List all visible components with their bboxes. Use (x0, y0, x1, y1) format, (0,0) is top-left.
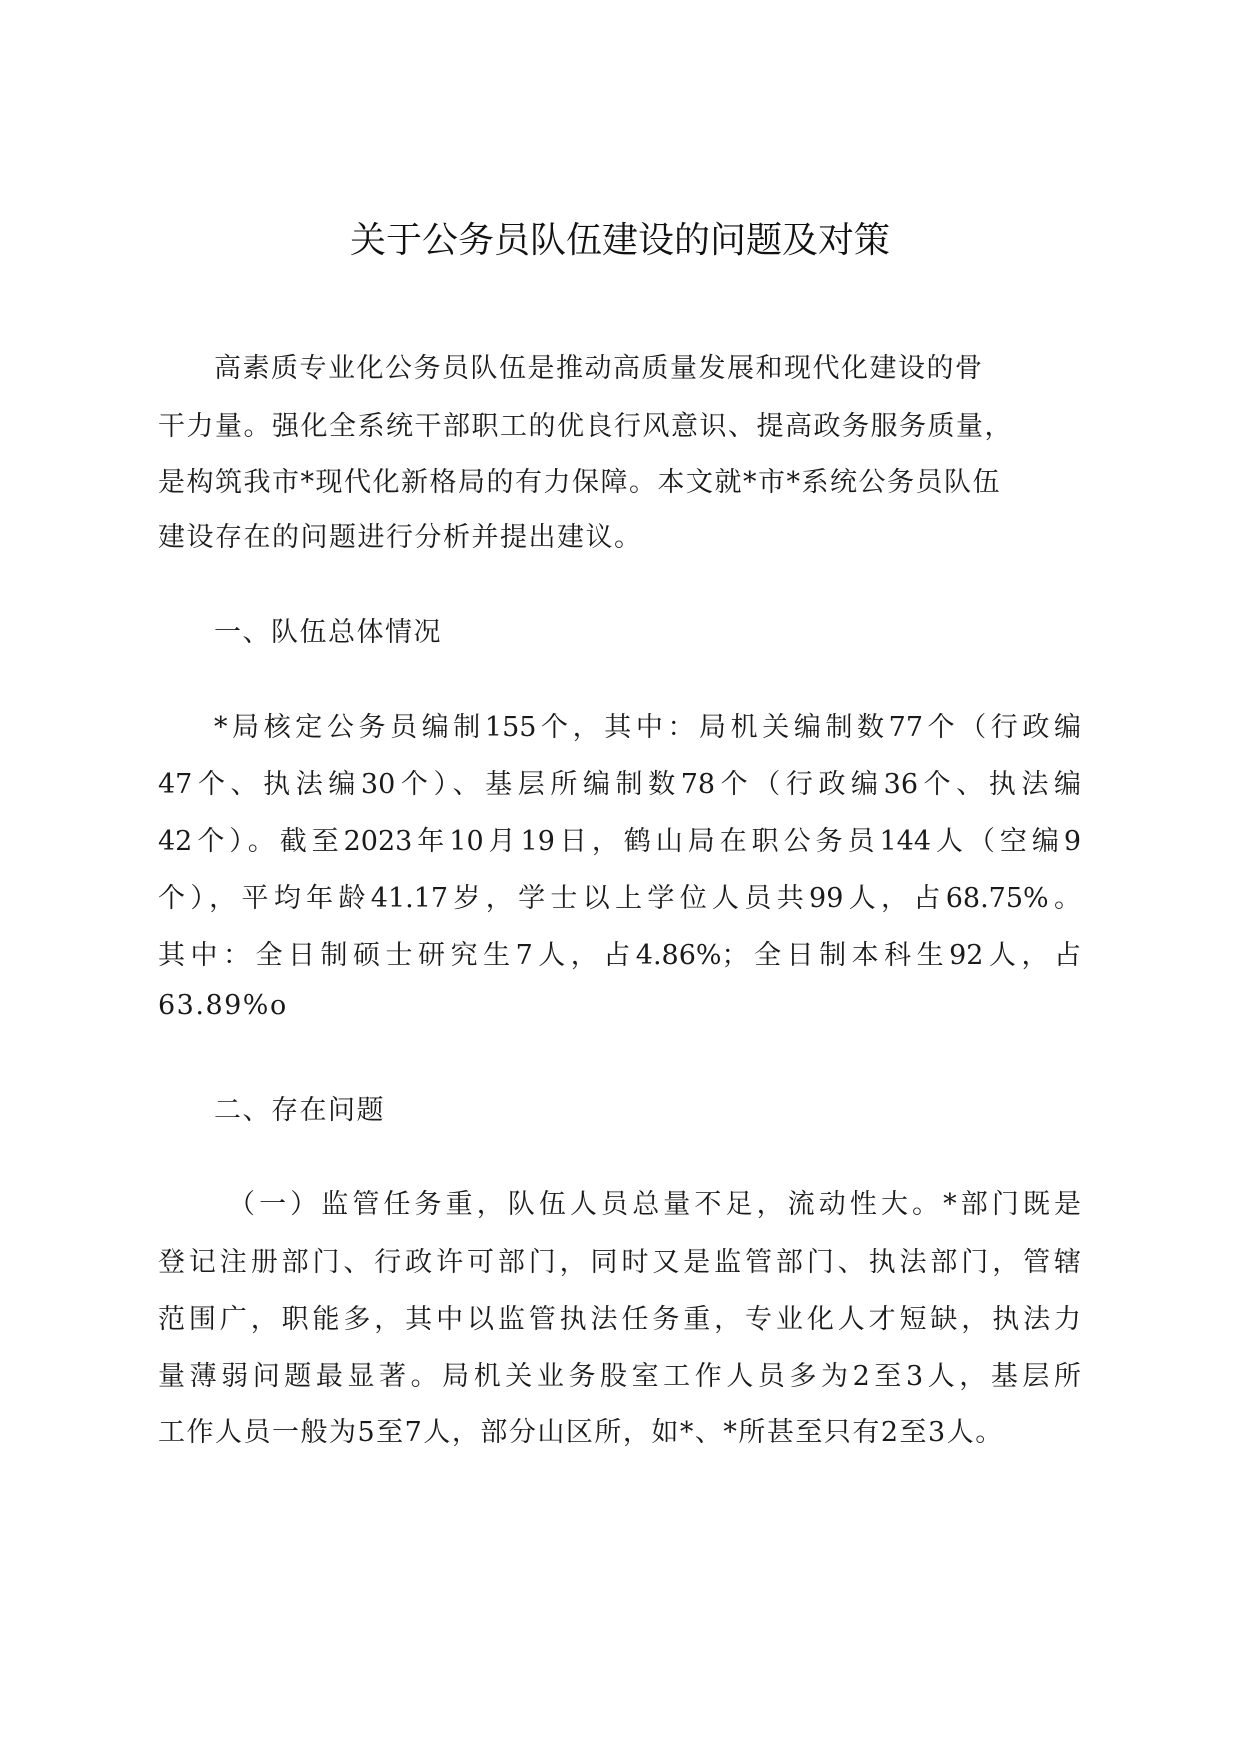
intro-line-3: 是构筑我市*现代化新格局的有力保障。本文就*市*系统公务员队伍 (158, 467, 1001, 498)
section1-line-4: 个），平均年龄41.17岁，学士以上学位人员共99人，占68.75%。 (158, 883, 1081, 914)
intro-line-4: 建设存在的问题进行分析并提出建议。 (158, 522, 643, 553)
section1-line-2: 47个、执法编30个）、基层所编制数78个（行政编36个、执法编 (158, 769, 1081, 800)
section1-line-1: *局核定公务员编制155个，其中：局机关编制数77个（行政编 (214, 712, 1081, 743)
section1-line-5: 其中：全日制硕士研究生7人，占4.86%；全日制本科生92人，占 (158, 940, 1081, 971)
section-heading-1: 一、队伍总体情况 (214, 617, 442, 648)
section2-line-2: 登记注册部门、行政许可部门，同时又是监管部门、执法部门，管辖 (158, 1247, 1081, 1278)
section2-line-1: （一）监管任务重，队伍人员总量不足，流动性大。*部门既是 (228, 1189, 1081, 1220)
intro-line-2: 干力量。强化全系统干部职工的优良行风意识、提高政务服务质量， (158, 411, 1013, 442)
intro-line-1: 高素质专业化公务员队伍是推动高质量发展和现代化建设的骨 (214, 353, 984, 384)
section1-line-6: 63.89%o (158, 990, 288, 1021)
section-heading-2: 二、存在问题 (214, 1095, 385, 1126)
section2-line-4: 量薄弱问题最显著。局机关业务股室工作人员多为2至3人，基层所 (158, 1361, 1081, 1392)
section1-line-3: 42个）。截至2023年10月19日，鹤山局在职公务员144人（空编9 (158, 826, 1081, 857)
section2-line-5: 工作人员一般为5至7人，部分山区所，如*、*所甚至只有2至3人。 (158, 1417, 1004, 1448)
document-title: 关于公务员队伍建设的问题及对策 (349, 220, 890, 261)
section2-line-3: 范围广，职能多，其中以监管执法任务重，专业化人才短缺，执法力 (158, 1304, 1081, 1335)
